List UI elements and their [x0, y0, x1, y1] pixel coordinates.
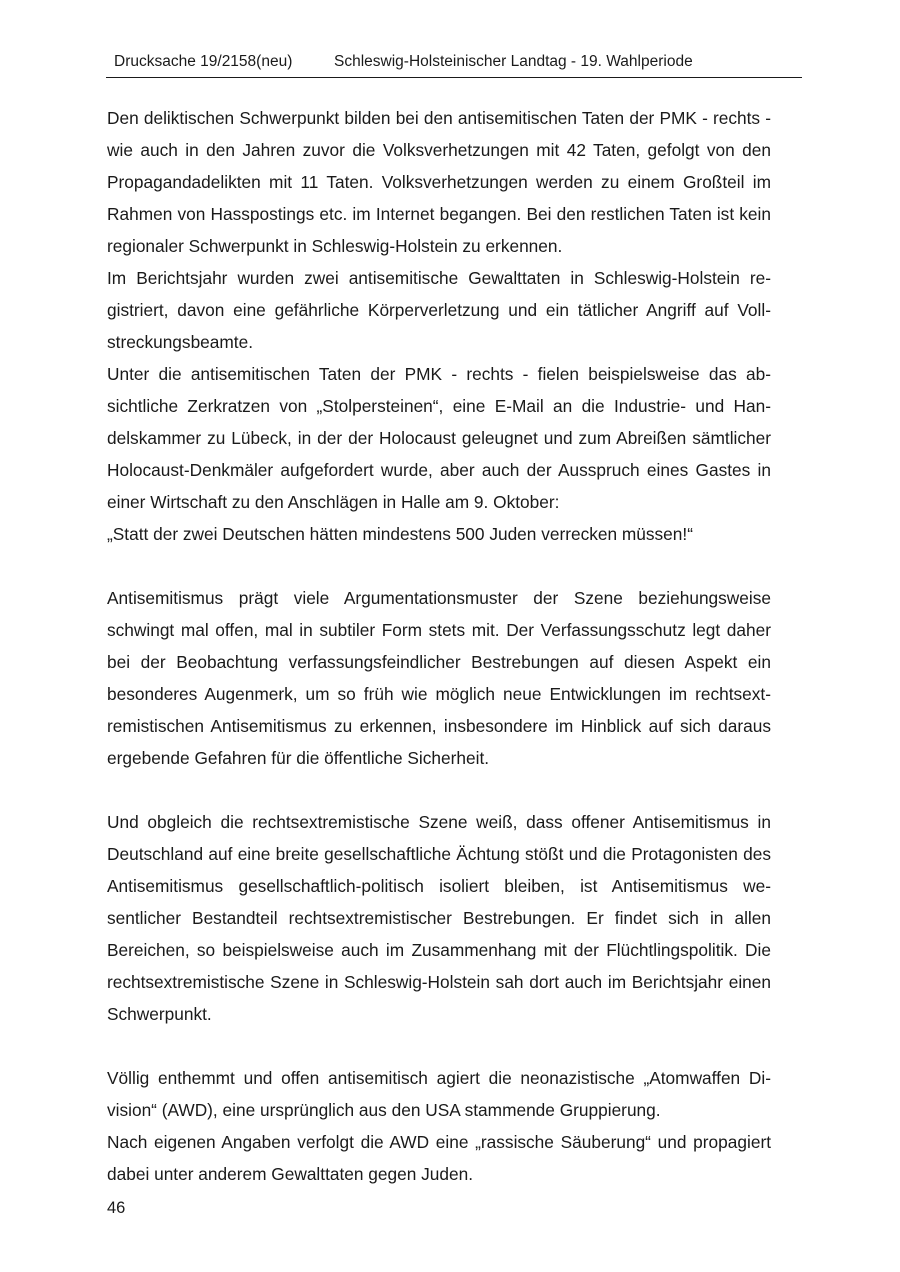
paragraph-awd-goals: Nach eigenen Angaben verfolgt die AWD eine „rassische Säuberung“ und propagiert dabei unter anderem Gewalttaten gegen Juden. — [107, 1132, 771, 1184]
paragraph-violent-acts: Im Berichtsjahr wurden zwei antisemitische Gewalttaten in Schleswig-Holstein registriert, davon eine gefährliche Körperverletzung und ein tätlicher Angriff auf Vollstreckungsbeamte. — [107, 268, 771, 352]
document-source: Schleswig-Holsteinischer Landtag - 19. Wahlperiode — [334, 53, 693, 70]
document-number: Drucksache 19/2158(neu) — [114, 53, 293, 70]
paragraph-awd-intro: Völlig enthemmt und offen antisemitisch agiert die neonazistische „Atomwaffen Division“ (AWD), eine ursprünglich aus den USA stammende Gruppierung. — [107, 1068, 771, 1120]
paragraph-argumentation: Antisemitismus prägt viele Argumentationsmuster der Szene beziehungsweise schwingt mal offen, mal in subtiler Form stets mit. Der Verfassungsschutz legt daher bei der Beobachtung verfassungsfeindlicher Bestrebungen auf diesen Aspekt ein besonderes Augenmerk, um so früh wie möglich neue Entwicklungen im rechtsextremistischen Antisemitismus zu erkennen, insbesondere im Hinblick auf sich daraus ergebende Gefahren für die öffentliche Sicherheit. — [107, 588, 771, 768]
page-number: 46 — [107, 1199, 126, 1217]
paragraph-offense-focus: Den deliktischen Schwerpunkt bilden bei den antisemitischen Taten der PMK - rechts - wie auch in den Jahren zuvor die Volksverhetzungen mit 42 Taten, gefolgt von den Propagandadelikten mit 11 Taten. Volksverhetzungen werden zu einem Großteil im Rahmen von Hasspostings etc. im Internet begangen. Bei den restlichen Taten ist kein regionaler Schwerpunkt in Schleswig-Holstein zu erkennen. — [107, 108, 771, 256]
paragraph-ostracism: Und obgleich die rechtsextremistische Szene weiß, dass offener Antisemitismus in Deutschland auf eine breite gesellschaftliche Ächtung stößt und die Protagonisten des Antisemitismus gesellschaftlich-politisch isoliert bleiben, ist Antisemitismus wesentlicher Bestandteil rechtsextremistischer Bestrebungen. Er findet sich in allen Bereichen, so beispielsweise auch im Zusammenhang mit der Flüchtlingspolitik. Die rechtsextremistische Szene in Schleswig-Holstein sah dort auch im Berichtsjahr einen Schwerpunkt. — [107, 812, 771, 1024]
body-text — [107, 102, 771, 1190]
paragraph-quote: „Statt der zwei Deutschen hätten mindestens 500 Juden verrecken müssen!“ — [107, 524, 693, 544]
paragraph-examples: Unter die antisemitischen Taten der PMK - rechts - fielen beispielsweise das absichtliche Zerkratzen von „Stolpersteinen“, eine E-Mail an die Industrie- und Handelskammer zu Lübeck, in der der Holocaust geleugnet und zum Abreißen sämtlicher Holocaust-Denkmäler aufgefordert wurde, aber auch der Ausspruch eines Gastes in einer Wirtschaft zu den Anschlägen in Halle am 9. Oktober: — [107, 364, 771, 512]
header-divider — [106, 77, 802, 78]
